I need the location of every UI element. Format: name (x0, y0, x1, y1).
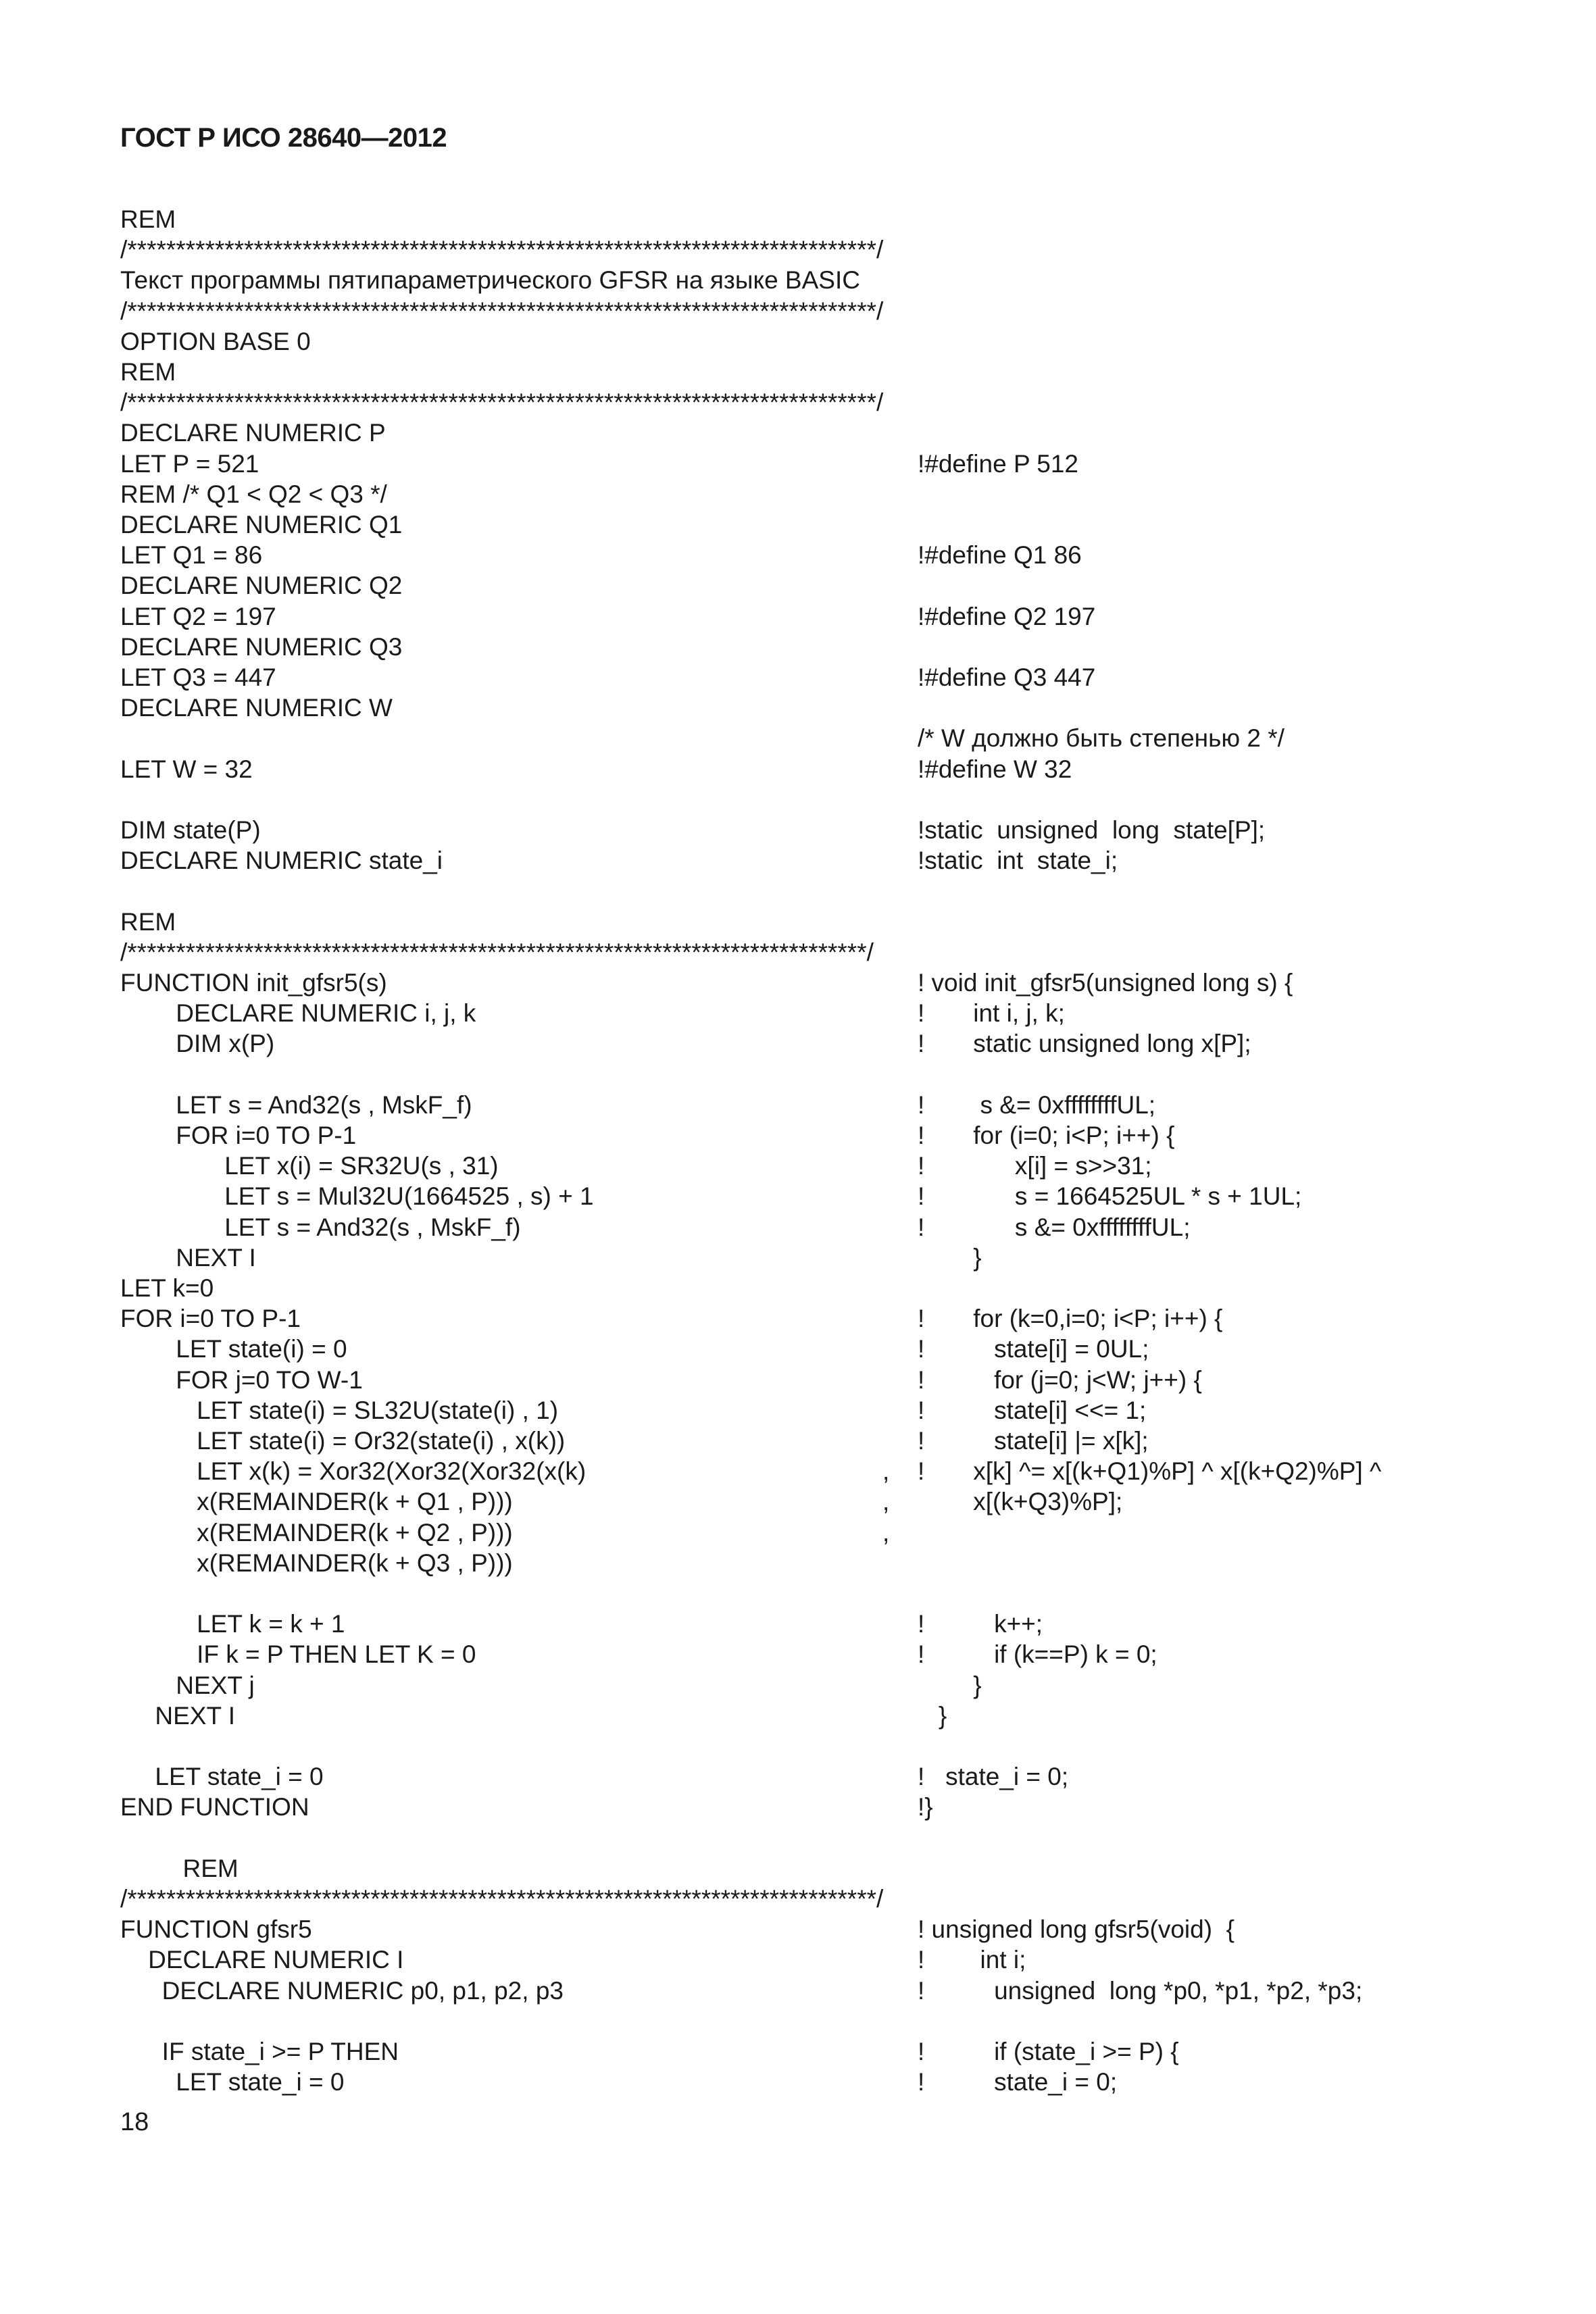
c-comment: !#define Q1 86 (918, 541, 1082, 570)
code-line (0, 1090, 1596, 1120)
code-line (0, 1151, 1596, 1181)
code-line (0, 326, 1596, 357)
code-line (0, 479, 1596, 509)
basic-code: REM /* Q1 < Q2 < Q3 */ (120, 480, 387, 508)
c-comment: ! for (i=0; i<P; i++) { (918, 1122, 1175, 1149)
basic-code: NEXT j (120, 1671, 255, 1699)
c-comment: x[(k+Q3)%P]; (918, 1488, 1123, 1516)
basic-code: LET k=0 (120, 1274, 214, 1302)
basic-code: FUNCTION gfsr5 (120, 1915, 312, 1944)
basic-code: NEXT I (120, 1243, 256, 1272)
code-line (0, 1212, 1596, 1242)
basic-code: DECLARE NUMERIC Q1 (120, 511, 403, 538)
basic-code: /****************************************************************************/ (120, 938, 874, 966)
code-line (0, 1548, 1596, 1578)
c-comment: /* W должно быть степенью 2 */ (918, 724, 1285, 753)
basic-code: /*****************************************************************************/ (120, 236, 884, 264)
code-line (0, 1609, 1596, 1639)
code-line (0, 967, 1596, 998)
code-line (0, 1456, 1596, 1486)
basic-code: DECLARE NUMERIC state_i (120, 847, 443, 875)
basic-code: LET P = 521 (120, 449, 259, 478)
basic-code: LET Q3 = 447 (120, 663, 276, 691)
code-line (0, 723, 1596, 753)
basic-code: DECLARE NUMERIC i, j, k (120, 999, 476, 1028)
basic-code: OPTION BASE 0 (120, 327, 311, 355)
basic-code: LET Q2 = 197 (120, 602, 276, 630)
c-comment: ! unsigned long *p0, *p1, *p2, *p3; (918, 1976, 1363, 2005)
code-line (0, 1303, 1596, 1334)
basic-code: FOR j=0 TO W-1 (120, 1365, 363, 1394)
c-comment: ! static unsigned long x[P]; (918, 1030, 1251, 1058)
c-comment: ! unsigned long gfsr5(void) { (918, 1915, 1235, 1944)
c-comment: !static int state_i; (918, 847, 1118, 875)
code-line (0, 1395, 1596, 1426)
basic-code: DECLARE NUMERIC W (120, 694, 393, 722)
basic-code: LET s = And32(s , MskF_f) (120, 1213, 521, 1241)
code-line (0, 876, 1596, 906)
c-comment: !#define P 512 (918, 449, 1078, 478)
code-line (0, 296, 1596, 326)
code-line (0, 815, 1596, 845)
c-comment: !} (918, 1793, 933, 1821)
c-comment: ! s &= 0xffffffffUL; (918, 1090, 1156, 1119)
basic-code: REM (120, 1854, 239, 1882)
c-comment: ! for (k=0,i=0; i<P; i++) { (918, 1305, 1223, 1333)
code-line (0, 1701, 1596, 1731)
code-line (0, 509, 1596, 540)
c-comment: ! int i, j, k; (918, 999, 1065, 1028)
c-comment: } (918, 1671, 982, 1699)
code-line (0, 1242, 1596, 1273)
code-line (0, 998, 1596, 1028)
code-line (0, 754, 1596, 784)
line-separator: , (882, 1457, 890, 1486)
basic-code: /*****************************************************************************/ (120, 297, 884, 325)
c-comment: ! if (k==P) k = 0; (918, 1640, 1157, 1669)
basic-code: LET Q1 = 86 (120, 541, 263, 570)
basic-code: REM (120, 358, 176, 386)
code-line (0, 449, 1596, 479)
basic-code: DECLARE NUMERIC I (120, 1946, 404, 1974)
basic-code: LET state(i) = SL32U(state(i) , 1) (120, 1396, 559, 1424)
basic-code: LET x(k) = Xor32(Xor32(Xor32(x(k) (120, 1457, 587, 1486)
c-comment: ! state_i = 0; (918, 1763, 1069, 1791)
basic-code: END FUNCTION (120, 1793, 309, 1821)
basic-code: DECLARE NUMERIC p0, p1, p2, p3 (120, 1976, 564, 2005)
code-line (0, 907, 1596, 937)
basic-code: LET W = 32 (120, 755, 253, 783)
basic-code: IF k = P THEN LET K = 0 (120, 1640, 476, 1669)
page-number: 18 (120, 2108, 149, 2136)
c-comment: !#define W 32 (918, 755, 1072, 783)
code-line (0, 1853, 1596, 1884)
code-line (0, 1517, 1596, 1548)
code-line (0, 1059, 1596, 1090)
code-line (0, 1426, 1596, 1456)
code-line (0, 204, 1596, 234)
code-line (0, 265, 1596, 295)
code-line (0, 357, 1596, 387)
code-line (0, 693, 1596, 723)
basic-code: x(REMAINDER(k + Q3 , P))) (120, 1549, 513, 1577)
code-line (0, 1944, 1596, 1975)
code-line (0, 418, 1596, 448)
c-comment: ! state[i] <<= 1; (918, 1396, 1147, 1424)
basic-code: x(REMAINDER(k + Q2 , P))) (120, 1518, 513, 1546)
basic-code: DECLARE NUMERIC Q3 (120, 632, 403, 661)
code-line (0, 1578, 1596, 1609)
document-header: ГОСТ Р ИСО 28640—2012 (120, 123, 447, 153)
c-comment: ! int i; (918, 1946, 1026, 1974)
basic-code: DIM state(P) (120, 816, 261, 844)
line-separator: , (882, 1488, 890, 1516)
code-line (0, 601, 1596, 632)
c-comment: !#define Q2 197 (918, 602, 1096, 630)
c-comment: ! k++; (918, 1610, 1043, 1638)
basic-code: LET k = k + 1 (120, 1610, 345, 1638)
code-line (0, 845, 1596, 876)
code-line (0, 784, 1596, 815)
basic-code: LET state_i = 0 (120, 1763, 324, 1791)
c-comment: ! x[k] ^= x[(k+Q1)%P] ^ x[(k+Q2)%P] ^ (918, 1457, 1382, 1486)
code-line (0, 2067, 1596, 2097)
code-line (0, 1792, 1596, 1822)
basic-code: DECLARE NUMERIC P (120, 419, 386, 447)
basic-code: LET x(i) = SR32U(s , 31) (120, 1152, 499, 1180)
code-line (0, 1486, 1596, 1517)
code-line (0, 1181, 1596, 1211)
basic-code: DIM x(P) (120, 1030, 275, 1058)
code-line (0, 1884, 1596, 1914)
basic-code: LET state(i) = Or32(state(i) , x(k)) (120, 1427, 566, 1455)
c-comment: ! if (state_i >= P) { (918, 2038, 1179, 2065)
code-line (0, 1670, 1596, 1701)
c-comment: ! x[i] = s>>31; (918, 1152, 1152, 1180)
c-comment: ! void init_gfsr5(unsigned long s) { (918, 969, 1293, 997)
c-comment: !static unsigned long state[P]; (918, 816, 1266, 844)
code-line (0, 1914, 1596, 1944)
basic-code: x(REMAINDER(k + Q1 , P))) (120, 1488, 513, 1516)
code-line (0, 662, 1596, 693)
c-comment: ! state[i] = 0UL; (918, 1335, 1149, 1363)
code-line (0, 1028, 1596, 1059)
c-comment: ! for (j=0; j<W; j++) { (918, 1365, 1202, 1394)
basic-code: /*****************************************************************************/ (120, 388, 884, 417)
code-line (0, 1334, 1596, 1364)
basic-code: NEXT I (120, 1701, 235, 1730)
basic-code: FOR i=0 TO P-1 (120, 1122, 357, 1149)
basic-code: DECLARE NUMERIC Q2 (120, 572, 403, 600)
code-line (0, 1976, 1596, 2006)
basic-code: /*****************************************************************************/ (120, 1885, 884, 1913)
basic-code: FUNCTION init_gfsr5(s) (120, 969, 387, 997)
basic-code: FOR i=0 TO P-1 (120, 1305, 301, 1333)
code-line (0, 2036, 1596, 2067)
code-line (0, 937, 1596, 967)
code-line (0, 1761, 1596, 1792)
code-line (0, 1639, 1596, 1669)
code-line (0, 1823, 1596, 1853)
code-line (0, 1273, 1596, 1303)
c-comment: ! state_i = 0; (918, 2068, 1118, 2096)
code-line (0, 1731, 1596, 1761)
code-line (0, 1120, 1596, 1151)
basic-code: LET state(i) = 0 (120, 1335, 347, 1363)
basic-code: LET s = Mul32U(1664525 , s) + 1 (120, 1182, 594, 1211)
code-line (0, 570, 1596, 601)
c-comment: ! s &= 0xffffffffUL; (918, 1213, 1191, 1241)
basic-code: LET s = And32(s , MskF_f) (120, 1090, 472, 1119)
line-separator: , (882, 1518, 890, 1546)
c-comment: !#define Q3 447 (918, 663, 1096, 691)
c-comment: } (918, 1701, 947, 1730)
code-line (0, 387, 1596, 418)
basic-code: IF state_i >= P THEN (120, 2038, 399, 2065)
basic-code: REM (120, 205, 176, 233)
basic-code: LET state_i = 0 (120, 2068, 345, 2096)
code-line (0, 234, 1596, 265)
c-comment: ! state[i] |= x[k]; (918, 1427, 1149, 1455)
basic-code: Текст программы пятипараметрического GFSR на языке BASIC (120, 266, 860, 295)
basic-code: REM (120, 907, 176, 936)
c-comment: } (918, 1243, 982, 1272)
code-line (0, 2006, 1596, 2036)
c-comment: ! s = 1664525UL * s + 1UL; (918, 1182, 1302, 1211)
code-line (0, 540, 1596, 570)
code-line (0, 632, 1596, 662)
code-line (0, 1365, 1596, 1395)
